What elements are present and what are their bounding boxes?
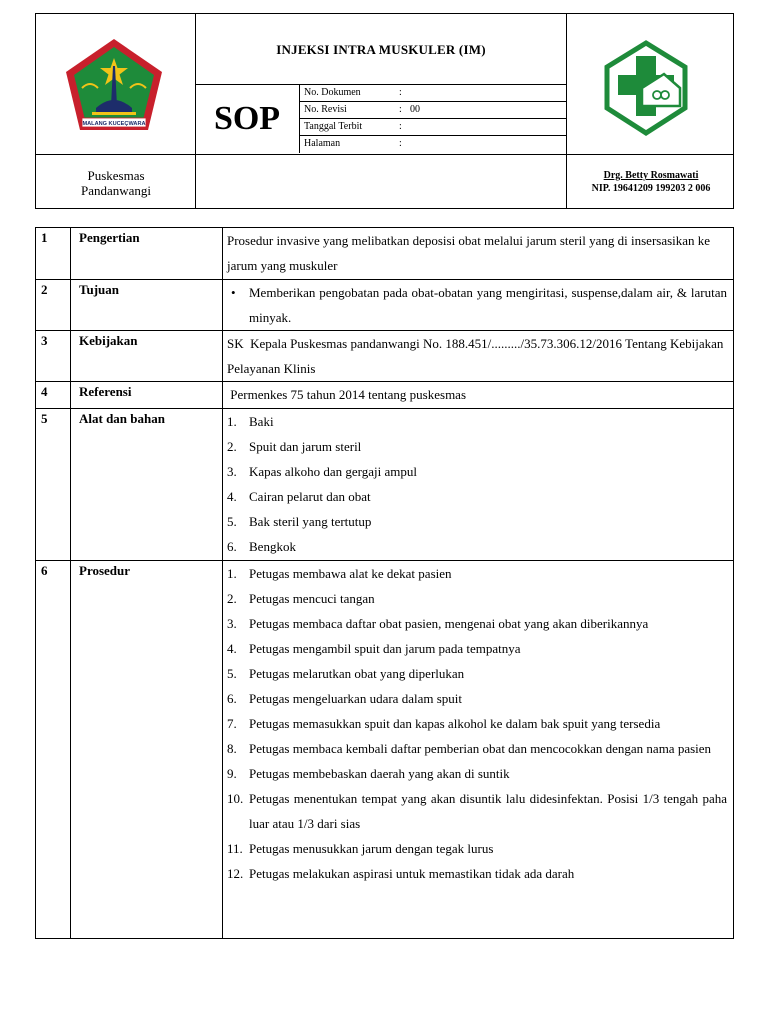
list-item: [227, 686, 727, 711]
row-content: [223, 228, 734, 280]
list-item: [227, 861, 727, 886]
signer-name: Drg. Betty Rosmawati: [603, 170, 699, 181]
list-item-text: Petugas membebaskan daerah yang akan di suntik: [249, 766, 510, 781]
row-label: Alat dan bahan: [71, 409, 223, 561]
signer-nip: NIP. 19641209 199203 2 006: [591, 183, 711, 194]
list-item-text: Petugas melakukan aspirasi untuk memastikan tidak ada darah: [249, 866, 575, 881]
table-row: [36, 228, 734, 280]
meta-key: Halaman: [304, 138, 341, 149]
list-item: [227, 586, 727, 611]
sop-label: SOP: [213, 100, 281, 137]
table-row: [36, 331, 734, 382]
list-item-number: 1.: [227, 414, 237, 429]
row-label: Referensi: [71, 382, 223, 409]
meta-key: Tanggal Terbit: [304, 121, 363, 132]
list-item-number: 6.: [227, 539, 237, 554]
list-item: [227, 736, 727, 761]
list-item: [227, 761, 727, 786]
list-item-number: 2.: [227, 439, 237, 454]
table-row: [36, 409, 734, 561]
list-item: • Memberikan pengobatan pada obat-obatan yang mengiritasi, suspense,dalam air, & larutan minyak.: [227, 280, 727, 330]
meta-row-issue-date: [302, 118, 566, 135]
list-item-text: Petugas membaca daftar obat pasien, mengenai obat yang akan diberikannya: [249, 616, 649, 631]
list-item-text: Petugas membaca kembali daftar pemberian obat dan mencocokkan dengan nama pasien: [249, 741, 712, 756]
list-item-number: 4.: [227, 641, 237, 656]
meta-key: No. Revisi: [304, 104, 347, 115]
list-item: [227, 409, 727, 434]
sop-header: [35, 13, 734, 209]
list-item: [227, 786, 727, 836]
row-number: 2: [36, 280, 71, 331]
org-line: Pandanwangi: [80, 183, 152, 198]
list-item-text: Petugas melarutkan obat yang diperlukan: [249, 666, 465, 681]
list-item: [227, 661, 727, 686]
row-label: Prosedur: [71, 561, 223, 939]
emblem-ribbon-text: MALANG KUCEÇWARA: [82, 121, 146, 127]
row-number: 6: [36, 561, 71, 939]
list-item: [227, 836, 727, 861]
list-item-number: 5.: [227, 666, 237, 681]
list-item-number: 2.: [227, 591, 237, 606]
list-item-text: Petugas memasukkan spuit dan kapas alkohol ke dalam bak spuit yang tersedia: [249, 716, 661, 731]
table-row: [36, 280, 734, 331]
content-text: Permenkes 75 tahun 2014 tentang puskesmas: [227, 387, 467, 402]
list-item: [227, 459, 727, 484]
list-item-number: 3.: [227, 464, 237, 479]
sop-content-table: [35, 227, 734, 939]
meta-colon: :: [399, 104, 402, 115]
puskesmas-emblem: [604, 40, 688, 136]
list-item-text: Petugas mencuci tangan: [249, 591, 375, 606]
bullet-list: [227, 280, 727, 330]
list-item-text: Petugas menusukkan jarum dengan tegak lurus: [249, 841, 494, 856]
row-number: 1: [36, 228, 71, 280]
numbered-list: [227, 409, 727, 559]
list-item-text: Kapas alkoho dan gergaji ampul: [249, 464, 417, 479]
list-item-number: 1.: [227, 566, 237, 581]
meta-colon: :: [399, 87, 402, 98]
header-divider: [36, 154, 734, 155]
row-content: [223, 382, 734, 409]
org-line: Puskesmas: [87, 168, 145, 183]
malang-city-emblem: [62, 36, 166, 136]
list-item: [227, 434, 727, 459]
list-item-text: Petugas mengeluarkan udara dalam spuit: [249, 691, 462, 706]
list-item-number: 10.: [227, 791, 244, 806]
list-item: [227, 636, 727, 661]
document-title: INJEKSI INTRA MUSKULER (IM): [276, 42, 486, 57]
list-item-text: Petugas menentukan tempat yang akan disuntik lalu didesinfektan. Posisi 1/3 tengah paha luar atau 1/3 dari sias: [249, 791, 727, 831]
list-item-number: 5.: [227, 514, 237, 529]
row-label: Kebijakan: [71, 331, 223, 382]
row-number: 4: [36, 382, 71, 409]
list-item-number: 12.: [227, 866, 244, 881]
list-item-number: 7.: [227, 716, 237, 731]
list-item: [227, 484, 727, 509]
list-item-text: Baki: [249, 414, 274, 429]
organization-name: [36, 168, 196, 198]
meta-colon: :: [399, 121, 402, 132]
row-content: [223, 331, 734, 382]
row-content: [223, 409, 734, 561]
content-text: Prosedur invasive yang melibatkan deposisi obat melalui jarum steril yang di insersasikan ke jarum yang muskuler: [227, 233, 714, 273]
list-item-text: Cairan pelarut dan obat: [249, 489, 371, 504]
numbered-list: [227, 561, 727, 886]
row-number: 5: [36, 409, 71, 561]
list-item-number: 11.: [227, 841, 243, 856]
row-content: [223, 561, 734, 939]
list-item: [227, 611, 727, 636]
list-item-text: Bak steril yang tertutup: [249, 514, 372, 529]
row-number: 3: [36, 331, 71, 382]
meta-row-revision: [302, 101, 566, 118]
list-item: [227, 711, 727, 736]
list-item-text: Petugas membawa alat ke dekat pasien: [249, 566, 452, 581]
table-row: [36, 382, 734, 409]
table-row: [36, 561, 734, 939]
list-item-number: 3.: [227, 616, 237, 631]
row-label: Pengertian: [71, 228, 223, 280]
list-item-number: 9.: [227, 766, 237, 781]
row-content: [223, 280, 734, 331]
list-item: [227, 534, 727, 559]
meta-key: No. Dokumen: [304, 87, 361, 98]
list-item-text: Bengkok: [249, 539, 296, 554]
list-item-number: 4.: [227, 489, 237, 504]
row-label: Tujuan: [71, 280, 223, 331]
meta-value: 00: [410, 104, 420, 115]
content-text: SK Kepala Puskesmas pandanwangi No. 188.451/........./35.73.306.12/2016 Tentang Kebijakan Pelayanan Klinis: [227, 336, 727, 376]
list-item-number: 8.: [227, 741, 237, 756]
meta-row-page: [302, 135, 566, 152]
signatory: [567, 169, 735, 195]
meta-colon: :: [399, 138, 402, 149]
list-item-text: Petugas mengambil spuit dan jarum pada tempatnya: [249, 641, 521, 656]
list-item-text: Spuit dan jarum steril: [249, 439, 362, 454]
list-item: [227, 509, 727, 534]
list-item: [227, 561, 727, 586]
meta-row-document-number: [302, 84, 566, 101]
list-item-number: 6.: [227, 691, 237, 706]
